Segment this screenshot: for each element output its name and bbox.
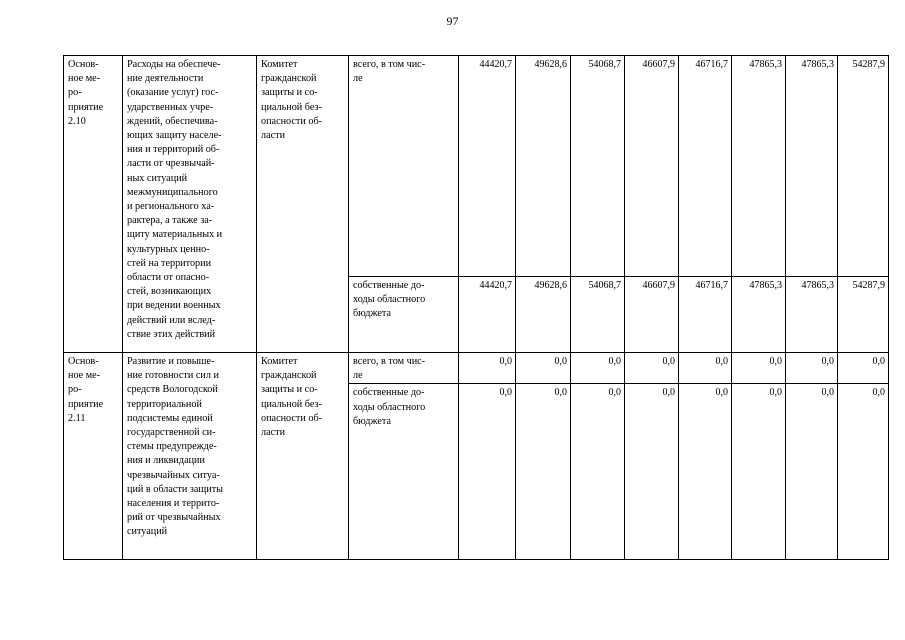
- value-cell: 47865,3: [786, 277, 838, 353]
- value-cell: 0,0: [732, 384, 786, 560]
- value-cell: 54287,9: [838, 277, 889, 353]
- value-cell: 47865,3: [732, 277, 786, 353]
- executor-cell: Комитет гражданской защиты и со- циальной без- опасности об- ласти: [257, 353, 349, 560]
- source-label: всего, в том чис- ле: [349, 56, 459, 277]
- value-cell: 0,0: [459, 384, 516, 560]
- measure-cell: Основ- ное ме- ро- приятие 2.11: [64, 353, 123, 560]
- value-cell: 0,0: [732, 353, 786, 384]
- value-cell: 44420,7: [459, 56, 516, 277]
- page-number: 97: [446, 14, 459, 28]
- value-cell: 0,0: [838, 353, 889, 384]
- value-cell: 0,0: [838, 384, 889, 560]
- table-row: [64, 56, 889, 277]
- source-label: собственные до- ходы областного бюджета: [349, 384, 459, 560]
- value-cell: 49628,6: [516, 56, 571, 277]
- value-cell: 0,0: [679, 384, 732, 560]
- value-cell: 0,0: [516, 353, 571, 384]
- value-cell: 46607,9: [625, 277, 679, 353]
- value-cell: 54287,9: [838, 56, 889, 277]
- value-cell: 46716,7: [679, 277, 732, 353]
- value-cell: 46607,9: [625, 56, 679, 277]
- measure-cell: Основ- ное ме- ро- приятие 2.10: [64, 56, 123, 353]
- table-row: [64, 353, 889, 384]
- source-label: всего, в том чис- ле: [349, 353, 459, 384]
- source-label: собственные до- ходы областного бюджета: [349, 277, 459, 353]
- description-cell: Расходы на обеспече- ние деятельности (оказание услуг) гос- ударственных учре- ждений, обеспечива- ющих защиту населе- ния и территорий об- ласти от чрезвычай- ных ситуаций межмуниципального и регионального ха- рактера, а также за- щиту материальных и культурных ценно- стей на территории области от опасно- стей, возникающих при ведении военных действий или вслед- ствие этих действий: [123, 56, 257, 353]
- value-cell: 0,0: [571, 353, 625, 384]
- value-cell: 0,0: [679, 353, 732, 384]
- value-cell: 49628,6: [516, 277, 571, 353]
- value-cell: 54068,7: [571, 56, 625, 277]
- value-cell: 0,0: [625, 384, 679, 560]
- value-cell: 0,0: [786, 353, 838, 384]
- value-cell: 0,0: [786, 384, 838, 560]
- value-cell: 47865,3: [786, 56, 838, 277]
- value-cell: 47865,3: [732, 56, 786, 277]
- value-cell: 0,0: [516, 384, 571, 560]
- value-cell: 54068,7: [571, 277, 625, 353]
- value-cell: 0,0: [625, 353, 679, 384]
- value-cell: 0,0: [571, 384, 625, 560]
- value-cell: 44420,7: [459, 277, 516, 353]
- budget-table: [63, 55, 889, 560]
- value-cell: 46716,7: [679, 56, 732, 277]
- executor-cell: Комитет гражданской защиты и со- циальной без- опасности об- ласти: [257, 56, 349, 353]
- value-cell: 0,0: [459, 353, 516, 384]
- description-cell: Развитие и повыше- ние готовности сил и средств Вологодской территориальной подсистемы единой государственной си- стемы предупрежде- ния и ликвидации чрезвычайных ситуа- ций в области защиты населения и террито- рий от чрезвычайных ситуаций: [123, 353, 257, 560]
